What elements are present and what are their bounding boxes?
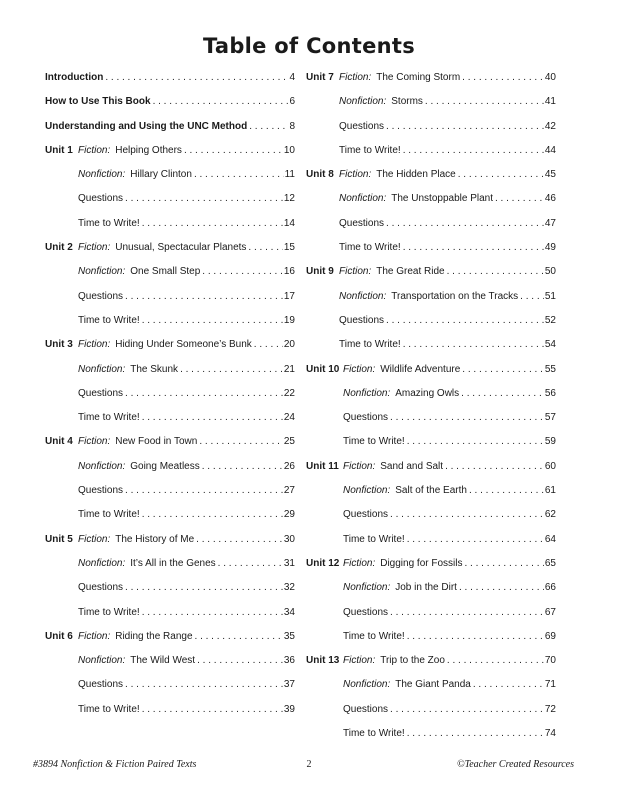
toc-leader-dots xyxy=(125,581,283,595)
toc-entry xyxy=(45,703,295,727)
toc-genre-label: Nonfiction: xyxy=(339,193,387,205)
toc-leader-dots xyxy=(249,120,288,134)
toc-entry xyxy=(45,411,295,435)
toc-entry-title: Time to Write! xyxy=(343,533,405,545)
toc-entry xyxy=(306,508,556,532)
toc-leader-dots xyxy=(390,703,544,717)
toc-genre-label: Fiction: xyxy=(339,169,372,181)
toc-page-number: 40 xyxy=(544,72,556,83)
toc-page-number: 4 xyxy=(289,72,295,83)
toc-page-number: 54 xyxy=(544,339,556,351)
toc-page-number: 71 xyxy=(544,679,556,691)
toc-entry-title: Salt of the Earth xyxy=(395,485,467,497)
toc-entry xyxy=(306,120,556,144)
toc-entry-title: Introduction xyxy=(45,72,104,83)
toc-entry-title: Hiding Under Someone’s Bunk xyxy=(115,339,252,351)
toc-page-number: 70 xyxy=(544,655,556,667)
footer-publisher: ©Teacher Created Resources xyxy=(456,759,574,770)
toc-entry xyxy=(306,95,556,119)
toc-entry-title: Unusual, Spectacular Planets xyxy=(115,242,247,254)
toc-unit-label: Unit 11 xyxy=(306,460,339,472)
toc-page-number: 42 xyxy=(544,120,556,132)
toc-genre-label: Fiction: xyxy=(78,436,111,448)
toc-leader-dots xyxy=(125,678,283,692)
toc-genre-label: Fiction: xyxy=(343,363,376,375)
toc-entry xyxy=(45,606,295,630)
toc-entry xyxy=(45,338,295,362)
toc-entry xyxy=(45,387,295,411)
toc-genre-label: Fiction: xyxy=(78,242,111,254)
toc-entry xyxy=(306,387,556,411)
toc-entry-title: Questions xyxy=(343,703,389,715)
toc-unit-label: Unit 3 xyxy=(45,339,73,351)
toc-genre-label: Nonfiction: xyxy=(343,387,391,399)
toc-page-number: 34 xyxy=(283,606,295,618)
toc-leader-dots xyxy=(184,144,283,158)
toc-leader-dots xyxy=(473,678,544,692)
toc-leader-dots xyxy=(447,654,544,668)
toc-genre-label: Nonfiction: xyxy=(339,96,387,108)
toc-page-number: 66 xyxy=(544,582,556,594)
toc-page-number: 30 xyxy=(283,533,295,545)
toc-entry xyxy=(306,265,556,289)
toc-entry xyxy=(45,484,295,508)
toc-page-number: 20 xyxy=(283,339,295,351)
toc-genre-label: Nonfiction: xyxy=(78,557,126,569)
toc-leader-dots xyxy=(202,460,283,474)
toc-page-number: 12 xyxy=(283,193,295,205)
toc-genre-label: Fiction: xyxy=(343,460,376,472)
toc-page-number: 35 xyxy=(283,630,295,642)
toc-page-number: 46 xyxy=(544,193,556,205)
toc-entry-title: Time to Write! xyxy=(343,728,405,740)
toc-leader-dots xyxy=(142,508,283,522)
toc-entry-title: Going Meatless xyxy=(130,460,200,472)
toc-page-number: 65 xyxy=(544,557,556,569)
toc-page-number: 49 xyxy=(544,242,556,254)
toc-entry-title: Time to Write! xyxy=(78,412,140,424)
toc-entry-title: Storms xyxy=(391,96,423,108)
toc-entry xyxy=(45,557,295,581)
toc-entry xyxy=(306,557,556,581)
toc-entry xyxy=(306,654,556,678)
toc-entry xyxy=(45,581,295,605)
toc-leader-dots xyxy=(125,192,283,206)
toc-genre-label: Fiction: xyxy=(339,72,372,83)
toc-entry-title: Questions xyxy=(339,120,385,132)
toc-page-number: 15 xyxy=(283,242,295,254)
toc-entry xyxy=(45,508,295,532)
toc-leader-dots xyxy=(142,314,283,328)
toc-page-number: 14 xyxy=(283,217,295,229)
toc-leader-dots xyxy=(248,241,282,255)
toc-entry xyxy=(306,144,556,168)
toc-page-number: 6 xyxy=(289,96,295,108)
toc-leader-dots xyxy=(469,484,544,498)
toc-page-number: 10 xyxy=(283,144,295,156)
toc-entry xyxy=(306,435,556,459)
toc-leader-dots xyxy=(142,703,283,717)
toc-page-number: 60 xyxy=(544,460,556,472)
toc-page-number: 37 xyxy=(283,679,295,691)
toc-entry-title: Questions xyxy=(78,582,124,594)
toc-entry-title: Time to Write! xyxy=(339,242,401,254)
toc-page-number: 69 xyxy=(544,630,556,642)
toc-leader-dots xyxy=(462,363,544,377)
toc-unit-label: Unit 7 xyxy=(306,72,334,83)
toc-leader-dots xyxy=(495,192,544,206)
toc-entry-title: Time to Write! xyxy=(78,217,140,229)
toc-page-number: 45 xyxy=(544,169,556,181)
toc-leader-dots xyxy=(194,168,284,182)
toc-entry-title: Riding the Range xyxy=(115,630,193,642)
toc-entry xyxy=(45,71,295,95)
toc-leader-dots xyxy=(425,95,544,109)
toc-genre-label: Fiction: xyxy=(78,339,111,351)
toc-entry-title: Time to Write! xyxy=(343,436,405,448)
toc-page-number: 32 xyxy=(283,582,295,594)
toc-leader-dots xyxy=(520,290,544,304)
toc-leader-dots xyxy=(390,411,544,425)
toc-entry-title: Questions xyxy=(78,387,124,399)
toc-unit-label: Unit 8 xyxy=(306,169,334,181)
toc-entry-title: Questions xyxy=(343,412,389,424)
toc-leader-dots xyxy=(125,290,283,304)
toc-page-number: 67 xyxy=(544,606,556,618)
toc-entry-title: Questions xyxy=(78,485,124,497)
toc-entry xyxy=(306,192,556,216)
toc-entry xyxy=(45,217,295,241)
toc-entry-title: Questions xyxy=(78,290,124,302)
toc-entry-title: Job in the Dirt xyxy=(395,582,457,594)
toc-page-number: 39 xyxy=(283,703,295,715)
toc-entry-title: The Giant Panda xyxy=(395,679,471,691)
toc-leader-dots xyxy=(142,217,283,231)
toc-genre-label: Nonfiction: xyxy=(78,363,126,375)
toc-page-number: 57 xyxy=(544,412,556,424)
toc-entry-title: The Great Ride xyxy=(376,266,445,278)
toc-entry xyxy=(306,411,556,435)
toc-right-column xyxy=(306,71,556,751)
toc-genre-label: Nonfiction: xyxy=(78,169,126,181)
toc-page-number: 22 xyxy=(283,387,295,399)
toc-entry-title: Questions xyxy=(339,217,385,229)
toc-unit-label: Unit 6 xyxy=(45,630,73,642)
toc-page-number: 55 xyxy=(544,363,556,375)
toc-entry-title: The Hidden Place xyxy=(376,169,456,181)
toc-entry-title: It’s All in the Genes xyxy=(130,557,216,569)
toc-entry xyxy=(306,217,556,241)
toc-entry-title: The Unstoppable Plant xyxy=(391,193,493,205)
toc-leader-dots xyxy=(142,411,283,425)
toc-entry xyxy=(306,241,556,265)
toc-entry-title: Time to Write! xyxy=(78,314,140,326)
toc-page-number: 64 xyxy=(544,533,556,545)
toc-entry xyxy=(45,654,295,678)
toc-leader-dots xyxy=(386,314,544,328)
toc-page-number: 47 xyxy=(544,217,556,229)
toc-page-number: 52 xyxy=(544,314,556,326)
toc-entry xyxy=(45,533,295,557)
toc-leader-dots xyxy=(465,557,544,571)
toc-entry-title: One Small Step xyxy=(130,266,201,278)
toc-entry xyxy=(306,606,556,630)
toc-leader-dots xyxy=(386,217,544,231)
toc-leader-dots xyxy=(458,168,544,182)
toc-entry xyxy=(306,630,556,654)
toc-leader-dots xyxy=(196,533,283,547)
toc-entry xyxy=(306,168,556,192)
toc-leader-dots xyxy=(403,144,544,158)
toc-entry xyxy=(306,703,556,727)
toc-leader-dots xyxy=(125,484,283,498)
toc-entry-title: Wildlife Adventure xyxy=(380,363,461,375)
toc-page-number: 51 xyxy=(544,290,556,302)
toc-leader-dots xyxy=(407,727,544,741)
footer-book-title: #3894 Nonfiction & Fiction Paired Texts xyxy=(33,759,197,770)
toc-entry-title: How to Use This Book xyxy=(45,96,151,108)
toc-entry xyxy=(45,630,295,654)
toc-entry xyxy=(45,265,295,289)
toc-leader-dots xyxy=(459,581,544,595)
toc-entry xyxy=(45,168,295,192)
toc-entry xyxy=(306,678,556,702)
toc-page-number: 61 xyxy=(544,485,556,497)
toc-entry-title: Questions xyxy=(78,679,124,691)
toc-entry xyxy=(45,435,295,459)
toc-entry xyxy=(306,727,556,751)
toc-entry-title: Hillary Clinton xyxy=(130,169,192,181)
toc-page-number: 24 xyxy=(283,412,295,424)
toc-entry xyxy=(45,241,295,265)
toc-leader-dots xyxy=(462,71,544,85)
toc-entry xyxy=(45,290,295,314)
toc-page-number: 36 xyxy=(283,655,295,667)
toc-leader-dots xyxy=(407,533,544,547)
toc-page-number: 29 xyxy=(283,509,295,521)
toc-entry-title: The Skunk xyxy=(130,363,179,375)
toc-page-number: 11 xyxy=(284,169,295,181)
toc-leader-dots xyxy=(447,265,544,279)
toc-page-number: 17 xyxy=(283,290,295,302)
toc-entry-title: Time to Write! xyxy=(78,606,140,618)
toc-page-number: 27 xyxy=(283,485,295,497)
toc-entry xyxy=(45,95,295,119)
toc-entry xyxy=(306,314,556,338)
toc-entry xyxy=(45,144,295,168)
toc-unit-label: Unit 10 xyxy=(306,363,340,375)
toc-page-number: 41 xyxy=(544,96,556,108)
toc-entry-title: Helping Others xyxy=(115,144,182,156)
toc-entry-title: Time to Write! xyxy=(343,630,405,642)
toc-leader-dots xyxy=(390,508,544,522)
toc-page-number: 74 xyxy=(544,728,556,740)
toc-leader-dots xyxy=(105,71,288,85)
toc-unit-label: Unit 13 xyxy=(306,655,340,667)
toc-genre-label: Fiction: xyxy=(78,630,111,642)
toc-unit-label: Unit 2 xyxy=(45,242,73,254)
toc-leader-dots xyxy=(153,95,289,109)
page-title: Table of Contents xyxy=(202,34,416,58)
toc-leader-dots xyxy=(254,338,283,352)
toc-entry xyxy=(306,533,556,557)
toc-entry-title: The History of Me xyxy=(115,533,195,545)
toc-entry xyxy=(306,581,556,605)
toc-entry xyxy=(45,460,295,484)
toc-unit-label: Unit 1 xyxy=(45,144,73,156)
toc-unit-label: Unit 12 xyxy=(306,557,340,569)
toc-leader-dots xyxy=(445,460,544,474)
toc-entry-title: The Coming Storm xyxy=(376,72,461,83)
toc-leader-dots xyxy=(407,630,544,644)
toc-entry-title: Transportation on the Tracks xyxy=(391,290,519,302)
toc-entry-title: Trip to the Zoo xyxy=(380,655,445,667)
toc-page-number: 19 xyxy=(283,314,295,326)
toc-genre-label: Fiction: xyxy=(343,557,376,569)
toc-entry xyxy=(45,678,295,702)
toc-leader-dots xyxy=(142,606,283,620)
toc-leader-dots xyxy=(180,363,283,377)
footer-page-number: 2 xyxy=(306,759,312,770)
toc-entry xyxy=(306,290,556,314)
toc-genre-label: Fiction: xyxy=(343,655,376,667)
toc-entry-title: Time to Write! xyxy=(78,509,140,521)
toc-page-number: 50 xyxy=(544,266,556,278)
toc-genre-label: Nonfiction: xyxy=(343,582,391,594)
toc-leader-dots xyxy=(386,120,544,134)
toc-entry-title: Understanding and Using the UNC Method xyxy=(45,120,248,132)
toc-leader-dots xyxy=(195,630,283,644)
toc-leader-dots xyxy=(461,387,544,401)
toc-unit-label: Unit 9 xyxy=(306,266,334,278)
toc-leader-dots xyxy=(218,557,283,571)
toc-entry xyxy=(45,120,295,144)
toc-page-number: 44 xyxy=(544,144,556,156)
toc-leader-dots xyxy=(199,435,283,449)
toc-entry-title: Time to Write! xyxy=(339,339,401,351)
toc-entry xyxy=(306,484,556,508)
toc-entry xyxy=(306,71,556,95)
toc-genre-label: Nonfiction: xyxy=(78,655,126,667)
toc-leader-dots xyxy=(403,338,544,352)
toc-entry-title: Sand and Salt xyxy=(380,460,444,472)
toc-unit-label: Unit 5 xyxy=(45,533,73,545)
toc-leader-dots xyxy=(197,654,283,668)
toc-page-number: 25 xyxy=(283,436,295,448)
toc-page-number: 8 xyxy=(289,120,295,132)
toc-genre-label: Nonfiction: xyxy=(339,290,387,302)
toc-leader-dots xyxy=(390,606,544,620)
toc-page-number: 56 xyxy=(544,387,556,399)
toc-leader-dots xyxy=(407,435,544,449)
toc-unit-label: Unit 4 xyxy=(45,436,73,448)
toc-entry-title: New Food in Town xyxy=(115,436,198,448)
toc-entry-title: Questions xyxy=(78,193,124,205)
toc-entry-title: The Wild West xyxy=(130,655,196,667)
toc-entry-title: Questions xyxy=(339,314,385,326)
toc-genre-label: Nonfiction: xyxy=(343,679,391,691)
toc-genre-label: Nonfiction: xyxy=(78,460,126,472)
toc-genre-label: Fiction: xyxy=(78,144,111,156)
toc-page-number: 31 xyxy=(283,557,295,569)
toc-page-number: 26 xyxy=(283,460,295,472)
toc-entry-title: Amazing Owls xyxy=(395,387,460,399)
toc-page-number: 16 xyxy=(283,266,295,278)
toc-leader-dots xyxy=(125,387,283,401)
toc-leader-dots xyxy=(202,265,283,279)
toc-leader-dots xyxy=(403,241,544,255)
toc-entry xyxy=(306,460,556,484)
toc-genre-label: Fiction: xyxy=(78,533,111,545)
toc-page-number: 62 xyxy=(544,509,556,521)
toc-entry xyxy=(45,192,295,216)
toc-entry xyxy=(45,314,295,338)
toc-page-number: 59 xyxy=(544,436,556,448)
toc-genre-label: Nonfiction: xyxy=(78,266,126,278)
toc-entry xyxy=(306,363,556,387)
toc-page-number: 72 xyxy=(544,703,556,715)
toc-genre-label: Fiction: xyxy=(339,266,372,278)
toc-entry-title: Time to Write! xyxy=(78,703,140,715)
toc-entry xyxy=(306,338,556,362)
toc-page-number: 21 xyxy=(283,363,295,375)
toc-entry xyxy=(45,363,295,387)
toc-entry-title: Digging for Fossils xyxy=(380,557,463,569)
toc-entry-title: Time to Write! xyxy=(339,144,401,156)
toc-left-column xyxy=(45,71,295,727)
toc-genre-label: Nonfiction: xyxy=(343,485,391,497)
toc-entry-title: Questions xyxy=(343,606,389,618)
toc-entry-title: Questions xyxy=(343,509,389,521)
